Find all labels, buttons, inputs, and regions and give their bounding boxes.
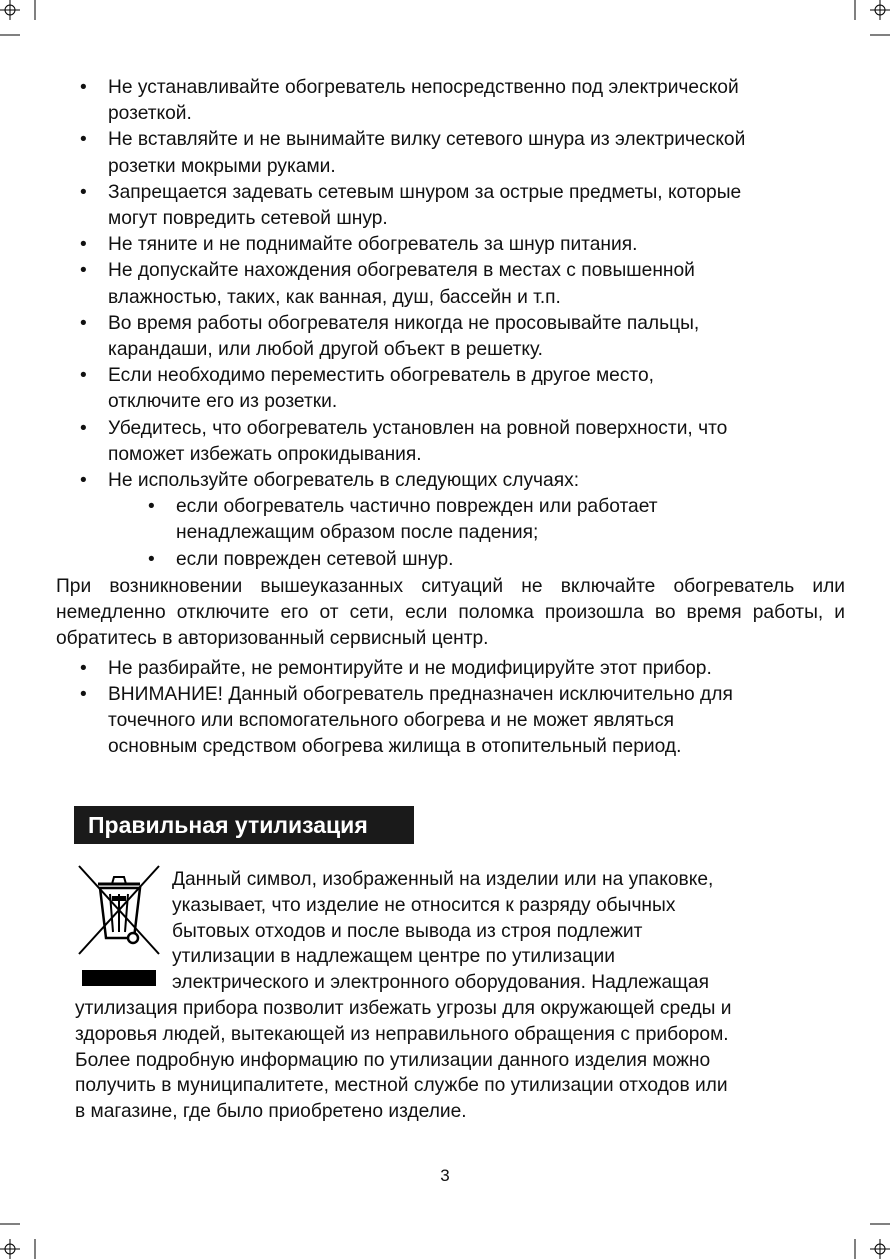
disposal-line: бытовых отходов и после вывода из строя подлежит	[172, 920, 643, 942]
list-item-line: влажностью, таких, как ванная, душ, бассейн и т.п.	[108, 286, 561, 308]
bullet-glyph: •	[80, 181, 87, 203]
disposal-heading: Правильная утилизация	[74, 806, 414, 844]
list-item-line: основным средством обогрева жилища в отопительный период.	[108, 736, 682, 757]
bullet-glyph: •	[148, 496, 155, 518]
list-item-line: Не устанавливайте обогреватель непосредственно под электрической	[108, 77, 739, 98]
list-item-line: карандаши, или любой другой объект в решетку.	[108, 338, 543, 360]
bullet-glyph: •	[80, 417, 87, 439]
list-item-line: Не тяните и не поднимайте обогреватель за шнур питания.	[108, 234, 638, 256]
list-item-line: ненадлежащим образом после падения;	[176, 522, 539, 544]
bullet-glyph: •	[80, 365, 87, 387]
disposal-line: Более подробную информацию по утилизации данного изделия можно	[75, 1049, 711, 1071]
list-item-line: Не вставляйте и не вынимайте вилку сетевого шнура из электрической	[108, 129, 746, 151]
list-item-line: если поврежден сетевой шнур.	[176, 548, 454, 570]
disposal-line: Данный символ, изображенный на изделии или на упаковке,	[172, 869, 714, 890]
list-item-line: Запрещается задевать сетевым шнуром за острые предметы, которые	[108, 181, 742, 203]
list-item-line: отключите его из розетки.	[108, 391, 338, 413]
bullet-glyph: •	[80, 470, 87, 491]
list-item-line: могут повредить сетевой шнур.	[108, 207, 388, 229]
page-number: 3	[440, 1166, 450, 1185]
disposal-line: в магазине, где было приобретено изделие.	[75, 1101, 467, 1123]
disposal-line: электрического и электронного оборудования. Надлежащая	[172, 972, 709, 994]
bullet-glyph: •	[80, 77, 87, 98]
list-item-line: Не допускайте нахождения обогревателя в местах с повышенной	[108, 260, 695, 282]
service-paragraph: При возникновении вышеуказанных ситуаций не включайте обогреватель или немедленно отключите его от сети, если поломка произошла во время работы, и обратитесь в авторизованный сервисный центр.	[56, 576, 845, 649]
list-item-line: Не используйте обогреватель в следующих случаях:	[108, 470, 580, 491]
disposal-line: здоровья людей, вытекающей из неправильного обращения с прибором.	[75, 1023, 729, 1045]
list-item-line: Если необходимо переместить обогреватель в другое место,	[108, 365, 655, 387]
list-item-line: розетки мокрыми руками.	[108, 155, 336, 177]
bullet-glyph: •	[80, 684, 87, 705]
disposal-line: утилизация прибора позволит избежать угрозы для окружающей среды и	[75, 998, 732, 1019]
bullet-glyph: •	[80, 312, 87, 334]
bullet-glyph: •	[80, 129, 87, 151]
disposal-line: указывает, что изделие не относится к разряду обычных	[172, 894, 676, 916]
disposal-line: утилизации в надлежащем центре по утилизации	[172, 946, 615, 968]
list-item-line: точечного или вспомогательного обогрева и не может являться	[108, 710, 675, 731]
list-item-line: Убедитесь, что обогреватель установлен на ровной поверхности, что	[108, 417, 728, 439]
bullet-glyph: •	[148, 548, 155, 570]
disposal-line: получить в муниципалитете, местной службе по утилизации отходов или	[75, 1075, 728, 1097]
crossed-bin-icon	[76, 862, 162, 992]
list-item-line: поможет избежать опрокидывания.	[108, 443, 422, 465]
list-item-line: Не разбирайте, не ремонтируйте и не модифицируйте этот прибор.	[108, 658, 712, 679]
list-item-line: Во время работы обогревателя никогда не просовывайте пальцы,	[108, 312, 700, 334]
list-item-line: если обогреватель частично поврежден или работает	[176, 496, 658, 518]
bullet-glyph: •	[80, 658, 87, 679]
list-item-line: розеткой.	[108, 103, 192, 125]
list-item-line: ВНИМАНИЕ! Данный обогреватель предназначен исключительно для	[108, 684, 733, 705]
bullet-glyph: •	[80, 260, 87, 282]
bullet-glyph: •	[80, 234, 87, 256]
